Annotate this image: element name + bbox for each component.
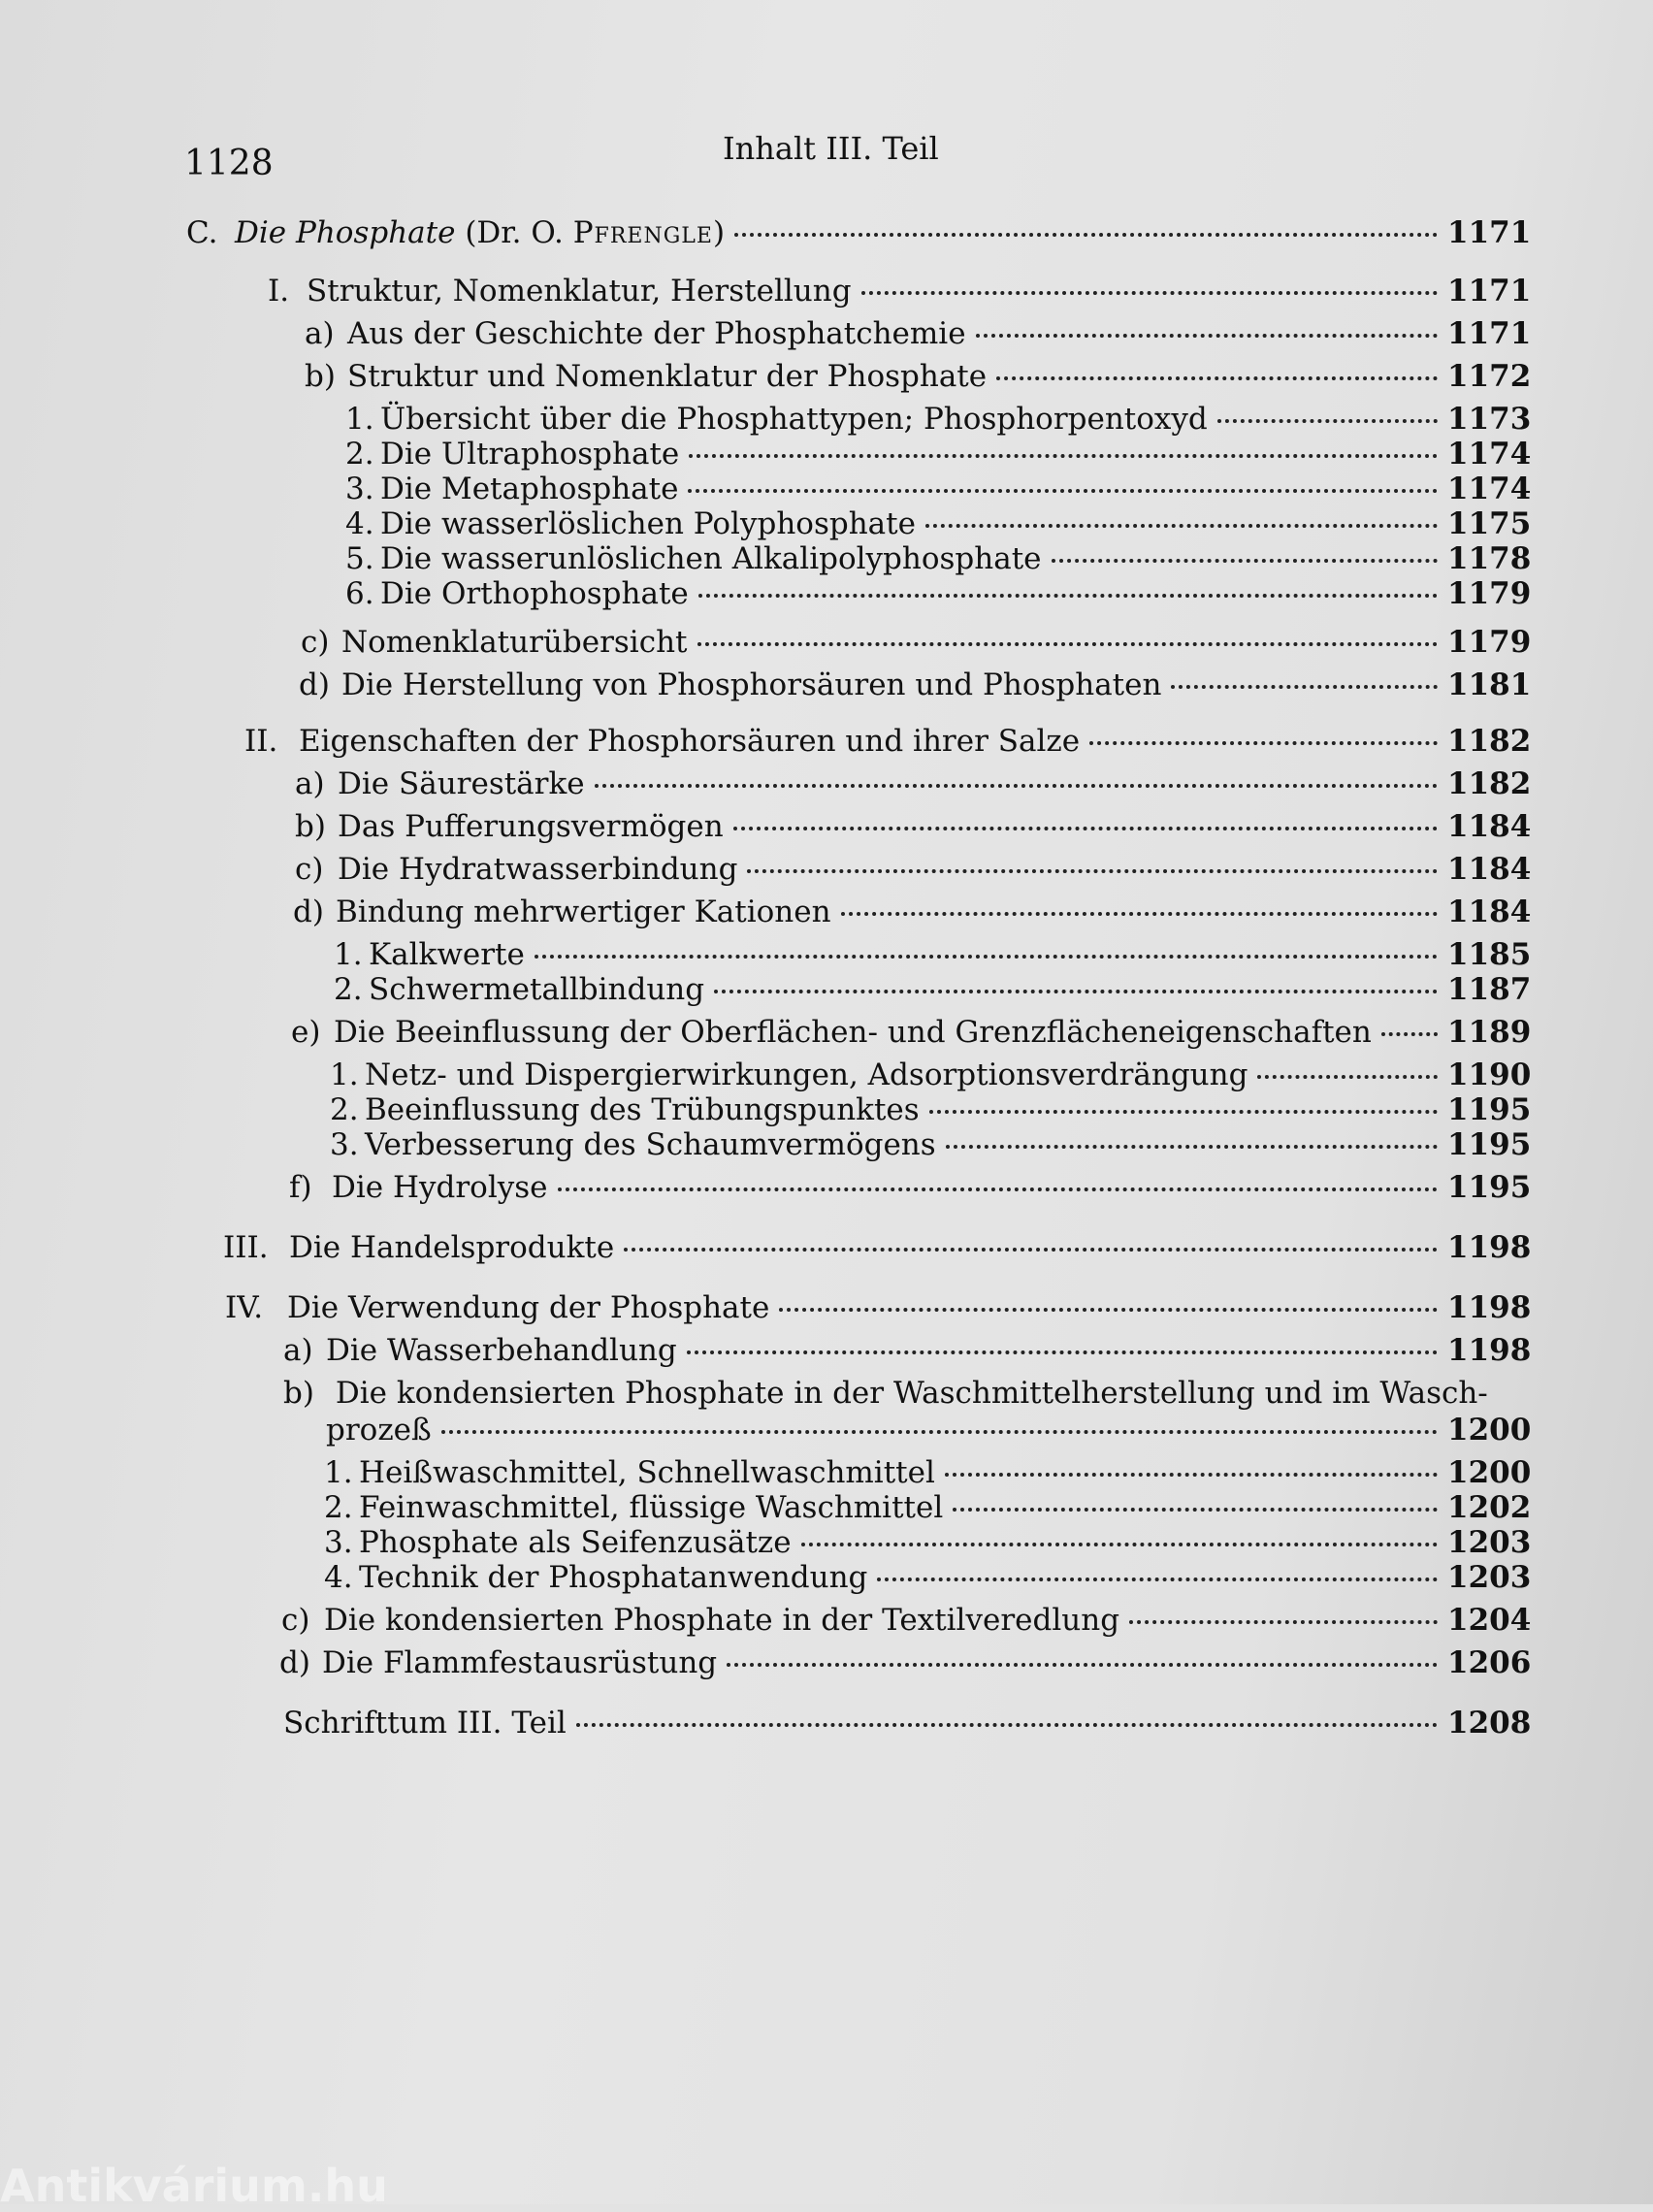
toc-entry-ivc	[281, 1603, 1532, 1638]
toc-title: Phosphate als Seifenzusätze	[359, 1525, 792, 1560]
dot-leader	[441, 1430, 1438, 1434]
toc-entry-ivb4	[324, 1560, 1532, 1595]
toc-page: 1179	[1447, 576, 1532, 611]
toc-entry-ib5	[345, 541, 1532, 576]
toc-page: 1184	[1447, 809, 1532, 844]
toc-marker: 5.	[345, 541, 374, 576]
toc-page: 1174	[1447, 472, 1532, 506]
dot-leader	[688, 489, 1438, 493]
dot-leader	[1052, 559, 1438, 563]
toc-title: Die Herstellung von Phosphorsäuren und Phosphaten	[341, 667, 1162, 702]
dot-leader	[1089, 741, 1438, 745]
toc-marker: 1.	[324, 1455, 353, 1490]
toc-marker: c)	[295, 852, 324, 887]
toc-entry-c	[186, 215, 1532, 250]
toc-title: Die Ultraphosphate	[380, 437, 680, 472]
toc-page: 1195	[1447, 1092, 1532, 1127]
toc-marker: 3.	[345, 472, 374, 506]
toc-page: 1178	[1447, 541, 1532, 576]
toc-page: 1171	[1447, 316, 1532, 351]
toc-entry-iie3	[330, 1127, 1532, 1162]
toc-page: 1190	[1447, 1057, 1532, 1092]
toc-page: 1195	[1447, 1127, 1532, 1162]
toc-marker: b)	[295, 809, 326, 844]
toc-marker: 4.	[324, 1560, 353, 1595]
toc-marker: d)	[293, 895, 324, 929]
toc-entry-iv	[225, 1290, 1532, 1325]
toc-page: 1204	[1447, 1603, 1532, 1638]
toc-title: Die Handelsprodukte	[289, 1230, 615, 1265]
toc-title: Die Beeinflussung der Oberflächen- und Grenzflächeneigenschaften	[334, 1015, 1372, 1050]
toc-page: 1181	[1447, 667, 1532, 702]
toc-title: Übersicht über die Phosphattypen; Phosphorpentoxyd	[380, 402, 1208, 437]
toc-marker: 2.	[330, 1092, 359, 1127]
toc-entry-iia	[295, 766, 1532, 801]
toc-title: Verbesserung des Schaumvermögens	[365, 1127, 936, 1162]
toc-title: Bindung mehrwertiger Kationen	[336, 895, 831, 929]
toc-entry-iif	[289, 1170, 1532, 1205]
dot-leader	[1257, 1075, 1438, 1079]
toc-entry-iid1	[334, 937, 1532, 972]
dot-leader	[945, 1473, 1438, 1477]
toc-title: Die Verwendung der Phosphate	[287, 1290, 770, 1325]
toc-page: 1174	[1447, 437, 1532, 472]
toc-entry-ivb-line1	[283, 1376, 1488, 1411]
toc-page: 1206	[1447, 1645, 1532, 1680]
toc-title: Schrifttum III. Teil	[283, 1706, 567, 1740]
toc-marker: 4.	[345, 506, 374, 541]
toc-title: Schwermetallbindung	[369, 972, 705, 1007]
toc-marker: 1.	[330, 1057, 359, 1092]
toc-title: Eigenschaften der Phosphorsäuren und ihrer Salze	[299, 724, 1081, 759]
toc-marker: 3.	[324, 1525, 353, 1560]
toc-marker: b)	[283, 1376, 314, 1411]
toc-entry-iii	[223, 1230, 1532, 1265]
dot-leader	[727, 1663, 1438, 1667]
toc-title: Die wasserlöslichen Polyphosphate	[380, 506, 916, 541]
toc-marker: d)	[299, 667, 330, 702]
dot-leader	[925, 524, 1438, 528]
toc-entry-iid	[293, 895, 1532, 929]
toc-entry-iib	[295, 809, 1532, 844]
dot-leader	[535, 955, 1438, 959]
toc-entry-ivb	[326, 1413, 1532, 1448]
toc-entry-id	[299, 667, 1532, 702]
dot-leader	[1217, 419, 1438, 423]
toc-page: 1171	[1447, 215, 1532, 250]
dot-leader	[1129, 1620, 1438, 1624]
toc-title: Die Orthophosphate	[380, 576, 689, 611]
toc-title: Nomenklaturübersicht	[341, 625, 688, 660]
toc-entry-ib	[305, 359, 1532, 394]
toc-entry-ia	[305, 316, 1532, 351]
toc-title: Die Flammfestausrüstung	[322, 1645, 718, 1680]
toc-entry-ivb2	[324, 1490, 1532, 1525]
dot-leader	[801, 1543, 1438, 1546]
toc-marker: 2.	[324, 1490, 353, 1525]
toc-page: 1185	[1447, 937, 1532, 972]
toc-page: 1203	[1447, 1560, 1532, 1595]
toc-title: Die Hydrolyse	[332, 1170, 548, 1205]
dot-leader	[841, 912, 1438, 916]
dot-leader	[779, 1308, 1438, 1312]
dot-leader	[946, 1145, 1438, 1149]
toc-marker: c)	[281, 1603, 310, 1638]
dot-leader	[576, 1723, 1438, 1727]
toc-entry-ic	[301, 625, 1532, 660]
toc-title: Die kondensierten Phosphate in der Waschmittelherstellung und im Wasch-	[335, 1376, 1488, 1411]
toc-marker: e)	[291, 1015, 321, 1050]
toc-title: Das Pufferungsvermögen	[338, 809, 724, 844]
dot-leader	[1381, 1032, 1438, 1036]
toc-title: Technik der Phosphatanwendung	[359, 1560, 868, 1595]
toc-title: Struktur, Nomenklatur, Herstellung	[307, 274, 852, 309]
dot-leader	[698, 594, 1438, 598]
toc-title	[235, 215, 725, 250]
toc-title: Die Hydratwasserbindung	[338, 852, 738, 887]
toc-entry-iid2	[334, 972, 1532, 1007]
toc-marker: 1.	[345, 402, 374, 437]
toc-marker: d)	[279, 1645, 310, 1680]
toc-marker: b)	[305, 359, 336, 394]
toc-marker: 6.	[345, 576, 374, 611]
toc-title-cont: prozeß	[326, 1413, 432, 1448]
toc-entry-ivb1	[324, 1455, 1532, 1490]
dot-leader	[734, 233, 1438, 237]
toc-title: Feinwaschmittel, flüssige Waschmittel	[359, 1490, 944, 1525]
toc-entry-ivb3	[324, 1525, 1532, 1560]
dot-leader	[877, 1578, 1438, 1581]
toc-entry-ib4	[345, 506, 1532, 541]
toc-marker: I.	[268, 274, 290, 309]
toc-entry-ib6	[345, 576, 1532, 611]
toc-title: Aus der Geschichte der Phosphatchemie	[347, 316, 966, 351]
toc-marker: c)	[301, 625, 330, 660]
toc-page: 1171	[1447, 274, 1532, 309]
toc-marker: 2.	[345, 437, 374, 472]
dot-leader	[861, 291, 1438, 295]
toc-entry-iva	[283, 1333, 1532, 1368]
dot-leader	[689, 454, 1438, 458]
toc-entry-iie	[291, 1015, 1532, 1050]
toc-marker: a)	[295, 766, 325, 801]
watermark: Antikvárium.hu	[0, 2160, 388, 2212]
toc-marker: IV.	[225, 1290, 264, 1325]
toc-page: 1198	[1447, 1290, 1532, 1325]
toc-author-prefix: (Dr. O.	[455, 215, 573, 250]
toc-title: Die Säurestärke	[338, 766, 585, 801]
toc-entry-ib3	[345, 472, 1532, 506]
toc-title: Heißwaschmittel, Schnellwaschmittel	[359, 1455, 935, 1490]
dot-leader	[1171, 685, 1438, 689]
dot-leader	[697, 642, 1439, 646]
toc-page: 1184	[1447, 895, 1532, 929]
dot-leader	[624, 1248, 1438, 1252]
toc-page: 1203	[1447, 1525, 1532, 1560]
toc-marker: C.	[186, 215, 218, 250]
toc-entry-iic	[295, 852, 1532, 887]
toc-title: Die Wasserbehandlung	[326, 1333, 677, 1368]
toc-title: Struktur und Nomenklatur der Phosphate	[347, 359, 988, 394]
dot-leader	[595, 784, 1438, 788]
toc-title: Kalkwerte	[369, 937, 525, 972]
toc-page: 1200	[1447, 1455, 1532, 1490]
toc-page: 1182	[1447, 766, 1532, 801]
running-title: Inhalt III. Teil	[723, 130, 939, 167]
toc-entry-ib1	[345, 402, 1532, 437]
toc-title: Netz- und Dispergierwirkungen, Adsorptionsverdrängung	[365, 1057, 1248, 1092]
dot-leader	[976, 334, 1438, 338]
dot-leader	[687, 1350, 1438, 1354]
toc-title: Beeinflussung des Trübungspunktes	[365, 1092, 920, 1127]
toc-page: 1184	[1447, 852, 1532, 887]
toc-entry-literature	[283, 1706, 1532, 1740]
dot-leader	[558, 1187, 1438, 1191]
toc-entry-ib2	[345, 437, 1532, 472]
toc-page: 1173	[1447, 402, 1532, 437]
toc-page: 1172	[1447, 359, 1532, 394]
dot-leader	[953, 1508, 1438, 1512]
toc-entry-iie1	[330, 1057, 1532, 1092]
toc-marker: II.	[244, 724, 278, 759]
toc-page: 1189	[1447, 1015, 1532, 1050]
toc-entry-iie2	[330, 1092, 1532, 1127]
toc-marker: a)	[283, 1333, 313, 1368]
toc-page: 1200	[1447, 1413, 1532, 1448]
toc-marker: f)	[289, 1170, 312, 1205]
toc-page: 1179	[1447, 625, 1532, 660]
toc-entry-ivd	[279, 1645, 1532, 1680]
toc-marker: 2.	[334, 972, 363, 1007]
toc-entry-ii	[244, 724, 1532, 759]
toc-marker: 1.	[334, 937, 363, 972]
dot-leader	[714, 990, 1438, 993]
dot-leader	[996, 376, 1438, 380]
toc-page: 1182	[1447, 724, 1532, 759]
toc-title-italic: Die Phosphate	[235, 215, 456, 250]
toc-title: Die wasserunlöslichen Alkalipolyphosphate	[380, 541, 1042, 576]
page-number: 1128	[184, 144, 274, 183]
toc-page: 1195	[1447, 1170, 1532, 1205]
toc-author-name: Pfrengle	[572, 215, 713, 250]
dot-leader	[747, 869, 1438, 873]
toc-title: Die Metaphosphate	[380, 472, 679, 506]
toc-marker: a)	[305, 316, 335, 351]
toc-entry-i	[268, 274, 1532, 309]
dot-leader	[733, 827, 1438, 830]
toc-page: 1198	[1447, 1333, 1532, 1368]
toc-marker: 3.	[330, 1127, 359, 1162]
toc-author-suffix: )	[712, 215, 726, 250]
toc-page: 1198	[1447, 1230, 1532, 1265]
toc-marker: III.	[223, 1230, 269, 1265]
dot-leader	[929, 1110, 1438, 1114]
toc-title: Die kondensierten Phosphate in der Textilveredlung	[324, 1603, 1120, 1638]
toc-page: 1175	[1447, 506, 1532, 541]
toc-page: 1202	[1447, 1490, 1532, 1525]
toc-page: 1187	[1447, 972, 1532, 1007]
toc-page: 1208	[1447, 1706, 1532, 1740]
